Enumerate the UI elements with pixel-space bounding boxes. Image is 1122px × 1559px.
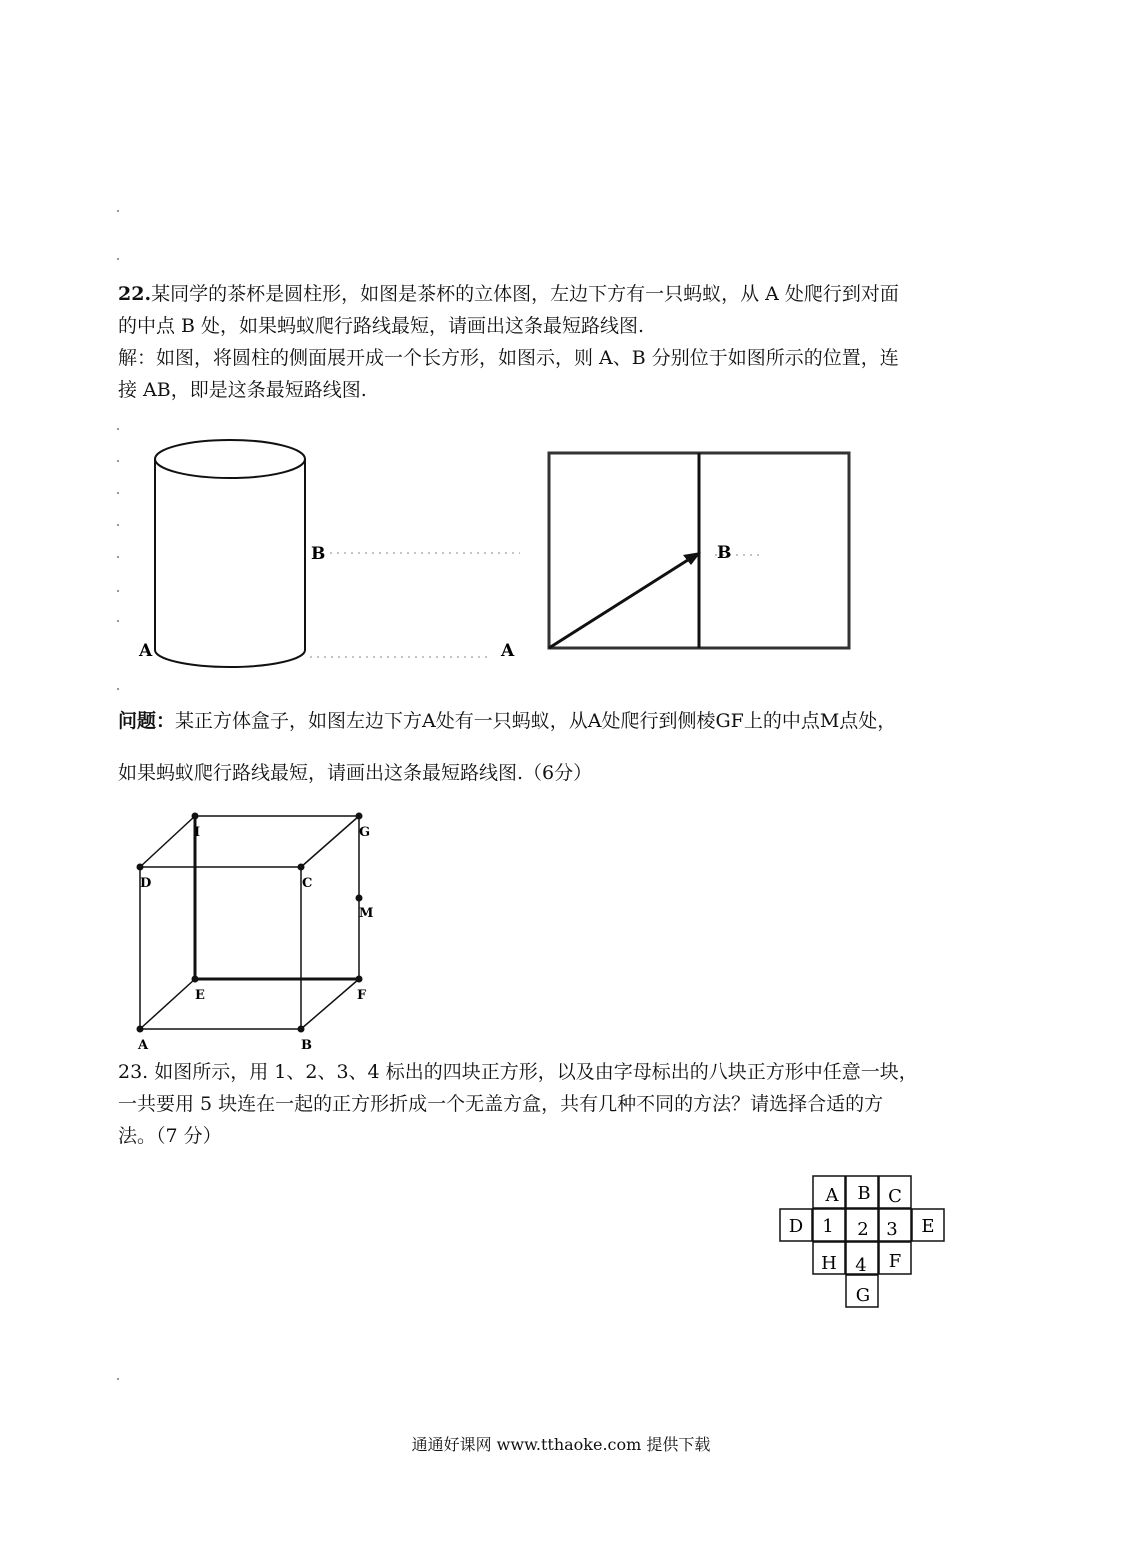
vertex-a	[137, 1026, 144, 1033]
q23-line1: 23. 如图所示，用 1、2、3、4 标出的四块正方形，以及由字母标出的八块正方形中任意一块，	[118, 1061, 918, 1083]
vertex-g	[356, 813, 363, 820]
path-ab-arrow	[549, 558, 691, 648]
problem-line1	[118, 705, 1008, 737]
label-g: G	[359, 825, 371, 840]
edge-cg	[301, 816, 359, 867]
cell-label-g: G	[855, 1285, 871, 1306]
cylinder-figure	[130, 430, 530, 680]
unfold-label-a: A	[501, 641, 515, 661]
label-b: B	[301, 1038, 312, 1053]
cell-label-e: E	[921, 1216, 935, 1237]
margin-dot	[117, 688, 119, 690]
q23-line2: 一共要用 5 块连在一起的正方形折成一个无盖方盒，共有几种不同的方法？请选择合适的方	[118, 1093, 884, 1115]
margin-dot	[117, 556, 119, 558]
edge-ae	[140, 979, 195, 1029]
net-grid-figure	[770, 1168, 950, 1313]
edge-bf	[301, 979, 359, 1029]
vertex-e	[192, 976, 199, 983]
margin-dot	[117, 492, 119, 494]
cell-label-f: F	[888, 1251, 902, 1272]
unfold-figure	[495, 445, 865, 670]
label-e: E	[195, 988, 205, 1003]
cell-label-4: 4	[855, 1255, 867, 1276]
edge-di	[140, 816, 195, 867]
problem-heading: 问题：	[118, 710, 176, 732]
q23-line3: 法。（7 分）	[118, 1125, 222, 1147]
cylinder-label-a: A	[139, 641, 153, 661]
problem-text1: 某正方体盒子，如图左边下方A处有一只蚂蚁，从A处爬行到侧棱GF上的中点M点处，	[175, 710, 897, 732]
cube-front-face	[140, 867, 301, 1029]
label-i: I	[194, 825, 201, 840]
vertex-b	[298, 1026, 305, 1033]
margin-dot	[117, 1378, 119, 1380]
q22-text1: 某同学的茶杯是圆柱形，如图是茶杯的立体图，左边下方有一只蚂蚁，从 A 处爬行到对面	[151, 283, 899, 305]
margin-dot	[117, 620, 119, 622]
q22-line2: 的中点 B 处，如果蚂蚁爬行路线最短，请画出这条最短路线图.	[118, 315, 645, 337]
cell-label-3: 3	[886, 1219, 898, 1240]
label-d: D	[140, 876, 152, 891]
label-m: M	[359, 906, 374, 921]
margin-dot	[117, 590, 119, 592]
cell-label-1: 1	[822, 1216, 834, 1237]
margin-dot	[117, 460, 119, 462]
vertex-d	[137, 864, 144, 871]
q22-solution1: 解：如图，将圆柱的侧面展开成一个长方形，如图示，则 A、B 分别位于如图所示的位置，连	[118, 347, 899, 369]
footer-credit: 通通好课网 www.tthaoke.com 提供下载	[411, 1435, 711, 1454]
cell-label-b: B	[857, 1183, 871, 1204]
vertex-f	[356, 976, 363, 983]
cylinder-label-b: B	[311, 544, 326, 564]
cell-label-a: A	[825, 1185, 839, 1206]
margin-dot	[117, 210, 119, 212]
cube-figure	[128, 808, 388, 1058]
q22-line1	[118, 278, 1008, 310]
q22-solution2: 接 AB，即是这条最短路线图.	[118, 379, 367, 401]
cylinder-bottom	[155, 650, 305, 667]
margin-dot	[117, 428, 119, 430]
label-a: A	[138, 1038, 149, 1053]
cell-label-2: 2	[857, 1219, 869, 1240]
vertex-c	[298, 864, 305, 871]
label-c: C	[302, 876, 313, 891]
cell-label-h: H	[821, 1253, 837, 1274]
cylinder-top	[155, 440, 305, 478]
label-f: F	[357, 988, 367, 1003]
unfold-label-b: B	[717, 543, 732, 563]
vertex-i	[192, 813, 199, 820]
q22-number: 22.	[118, 283, 152, 305]
cell-label-c: C	[888, 1186, 902, 1207]
margin-dot	[117, 258, 119, 260]
margin-dot	[117, 524, 119, 526]
vertex-m	[356, 895, 363, 902]
cell-label-d: D	[788, 1216, 804, 1237]
problem-line2: 如果蚂蚁爬行路线最短，请画出这条最短路线图.（6分）	[118, 762, 593, 784]
